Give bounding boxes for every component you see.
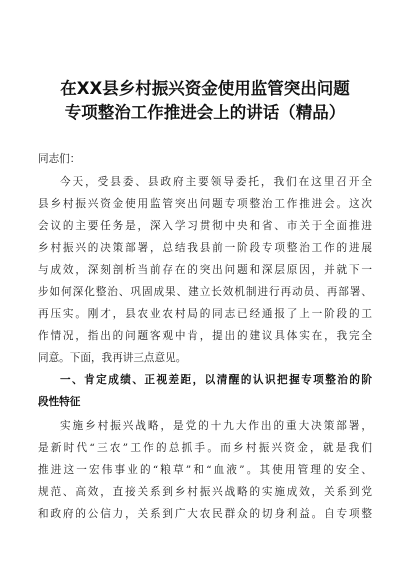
document-title-line-2: 专项整治工作推进会上的讲话（精品） [64,103,346,122]
paragraph-1-line: 与成效，深刻剖析当前存在的突出问题和深层原因，并就下一 [38,264,372,276]
paragraph-2-line: 是新时代“三农”工作的总抓手。而乡村振兴资金，就是我们 [38,442,372,454]
paragraph-2-line: 实施乡村振兴战略，是党的十九大作出的重大决策部署， [60,420,372,432]
paragraph-2-line: 推进这一宏伟事业的“粮草”和“血液”。其使用管理的安全、 [38,464,372,476]
paragraph-1-line: 今天，受县委、县政府主要领导委托，我们在这里召开全 [60,176,372,188]
paragraph-2-line: 和政府的公信力，关系到广大农民群众的切身利益。自专项整 [38,508,372,520]
paragraph-1-line: 步如何深化整治、巩固成果、建立长效机制进行再动员、再部署、 [38,286,372,298]
paragraph-1-line: 乡村振兴的决策部署，总结我县前一阶段专项整治工作的进展 [38,242,372,254]
paragraph-1-line: 县乡村振兴资金使用监管突出问题专项整治工作推进会。这次 [38,198,372,210]
paragraph-1-line: 再压实。刚才，县农业农村局的同志已经通报了上一阶段的工 [38,308,372,320]
document-title-line-1: 在XX县乡村振兴资金使用监管突出问题 [60,79,350,98]
section-heading-1-line: 一、肯定成绩、正视差距，以清醒的认识把握专项整治的阶 [60,374,372,386]
paragraph-2-line: 规范、高效，直接关系到乡村振兴战略的实施成效，关系到党 [38,486,372,498]
section-heading-1-line: 段性特征 [38,396,81,408]
salutation: 同志们： [38,153,81,165]
paragraph-1-line: 会议的主要任务是，深入学习贯彻中央和省、市关于全面推进 [38,220,372,232]
paragraph-1-line: 同意。下面，我再讲三点意见。 [38,352,187,364]
paragraph-1-line: 作情况，指出的问题客观中肯，提出的建议具体实在，我完全 [38,330,372,342]
